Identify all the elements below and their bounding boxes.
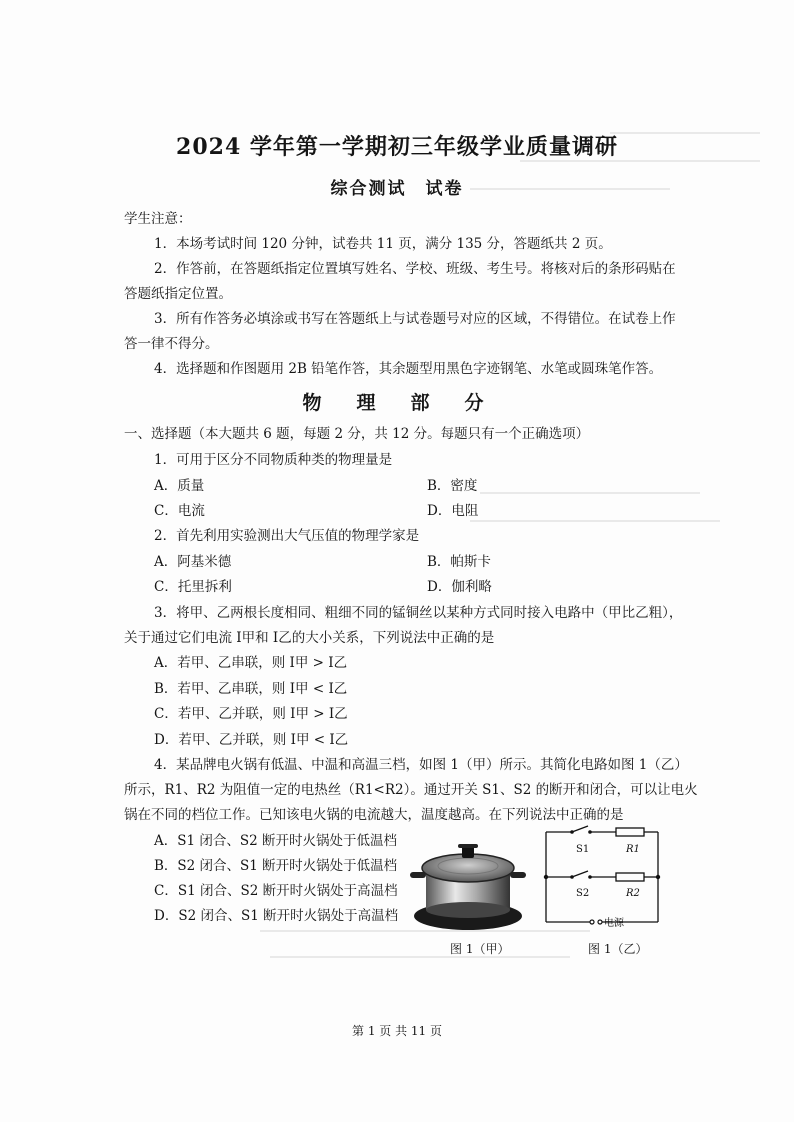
bleed-through-mark [470,520,720,522]
q2-option-b: B．帕斯卡 [427,554,491,570]
notice-item: 1．本场考试时间 120 分钟，试卷共 11 页，满分 135 分，答题纸共 2 页。 [154,236,612,252]
page-footer: 第 1 页 共 11 页 [352,1024,442,1038]
q4-option-d: D．S2 闭合、S1 断开时火锅处于高温档 [154,908,399,924]
q1-option-b: B．密度 [427,478,478,494]
exam-title: 2024 学年第一学期初三年级学业质量调研 [176,134,618,160]
q2-option-c: C．托里拆利 [154,579,232,595]
q1-option-a: A．质量 [154,478,205,494]
q2-option-d: D．伽利略 [427,579,492,595]
q1-option-c: C．电流 [154,503,205,519]
question-3-stem: 3．将甲、乙两根长度相同、粗细不同的锰铜丝以某种方式同时接入电路中（甲比乙粗）， [154,605,683,621]
circuit-caption: 图 1（乙） [588,942,648,956]
notice-item: 2．作答前，在答题纸指定位置填写姓名、学校、班级、考生号。将核对后的条形码贴在 [154,261,676,277]
q3-option-d: D．若甲、乙并联，则 I甲 < I乙 [154,732,349,748]
hot-pot-figure [408,832,528,932]
q4-option-b: B．S2 闭合、S1 断开时火锅处于低温档 [154,858,398,874]
q1-option-d: D．电阻 [427,503,479,519]
question-3-stem: 关于通过它们电流 I甲和 I乙的大小关系，下列说法中正确的是 [124,630,495,646]
question-2-stem: 2．首先利用实验测出大气压值的物理学家是 [154,528,420,544]
part-heading: 一、选择题（本大题共 6 题，每题 2 分，共 12 分。每题只有一个正确选项） [124,426,590,442]
power-source-label: 电源 [604,918,624,929]
q3-option-b: B．若甲、乙串联，则 I甲 < I乙 [154,681,348,697]
section-title: 物 理 部 分 [302,392,492,414]
s1-label: S1 [576,844,590,855]
circuit-diagram [542,824,664,934]
q3-option-a: A．若甲、乙串联，则 I甲 > I乙 [154,655,348,671]
exam-subtitle: 综合测试 试卷 [330,179,464,199]
question-4-stem: 4．某品牌电火锅有低温、中温和高温三档，如图 1（甲）所示。其简化电路如图 1（乙） [154,757,688,773]
notice-item: 3．所有作答务必填涂或书写在答题纸上与试卷题号对应的区域，不得错位。在试卷上作 [154,311,676,327]
r2-label: R2 [626,888,640,899]
q2-option-a: A．阿基米德 [154,554,232,570]
bleed-through-mark [270,956,570,958]
bleed-through-mark [480,492,700,494]
q4-option-a: A．S1 闭合、S2 断开时火锅处于低温档 [154,833,398,849]
notice-item: 4．选择题和作图题用 2B 铅笔作答，其余题型用黑色字迹钢笔、水笔或圆珠笔作答。 [154,361,663,377]
q3-option-c: C．若甲、乙并联，则 I甲 > I乙 [154,706,348,722]
r1-label: R1 [626,844,640,855]
s2-label: S2 [576,888,590,899]
pot-caption: 图 1（甲） [450,942,510,956]
question-4-stem: 所示，R1、R2 为阻值一定的电热丝（R1<R2）。通过开关 S1、S2 的断开和闭合，可以让电火 [124,782,698,798]
question-4-stem: 锅在不同的档位工作。已知该电火锅的电流越大，温度越高。在下列说法中正确的是 [124,807,624,823]
q4-option-c: C．S1 闭合、S2 断开时火锅处于高温档 [154,883,398,899]
notice-heading: 学生注意： [124,211,192,227]
question-1-stem: 1．可用于区分不同物质种类的物理量是 [154,452,393,468]
notice-item: 答一律不得分。 [124,336,219,352]
notice-item: 答题纸指定位置。 [124,286,232,302]
